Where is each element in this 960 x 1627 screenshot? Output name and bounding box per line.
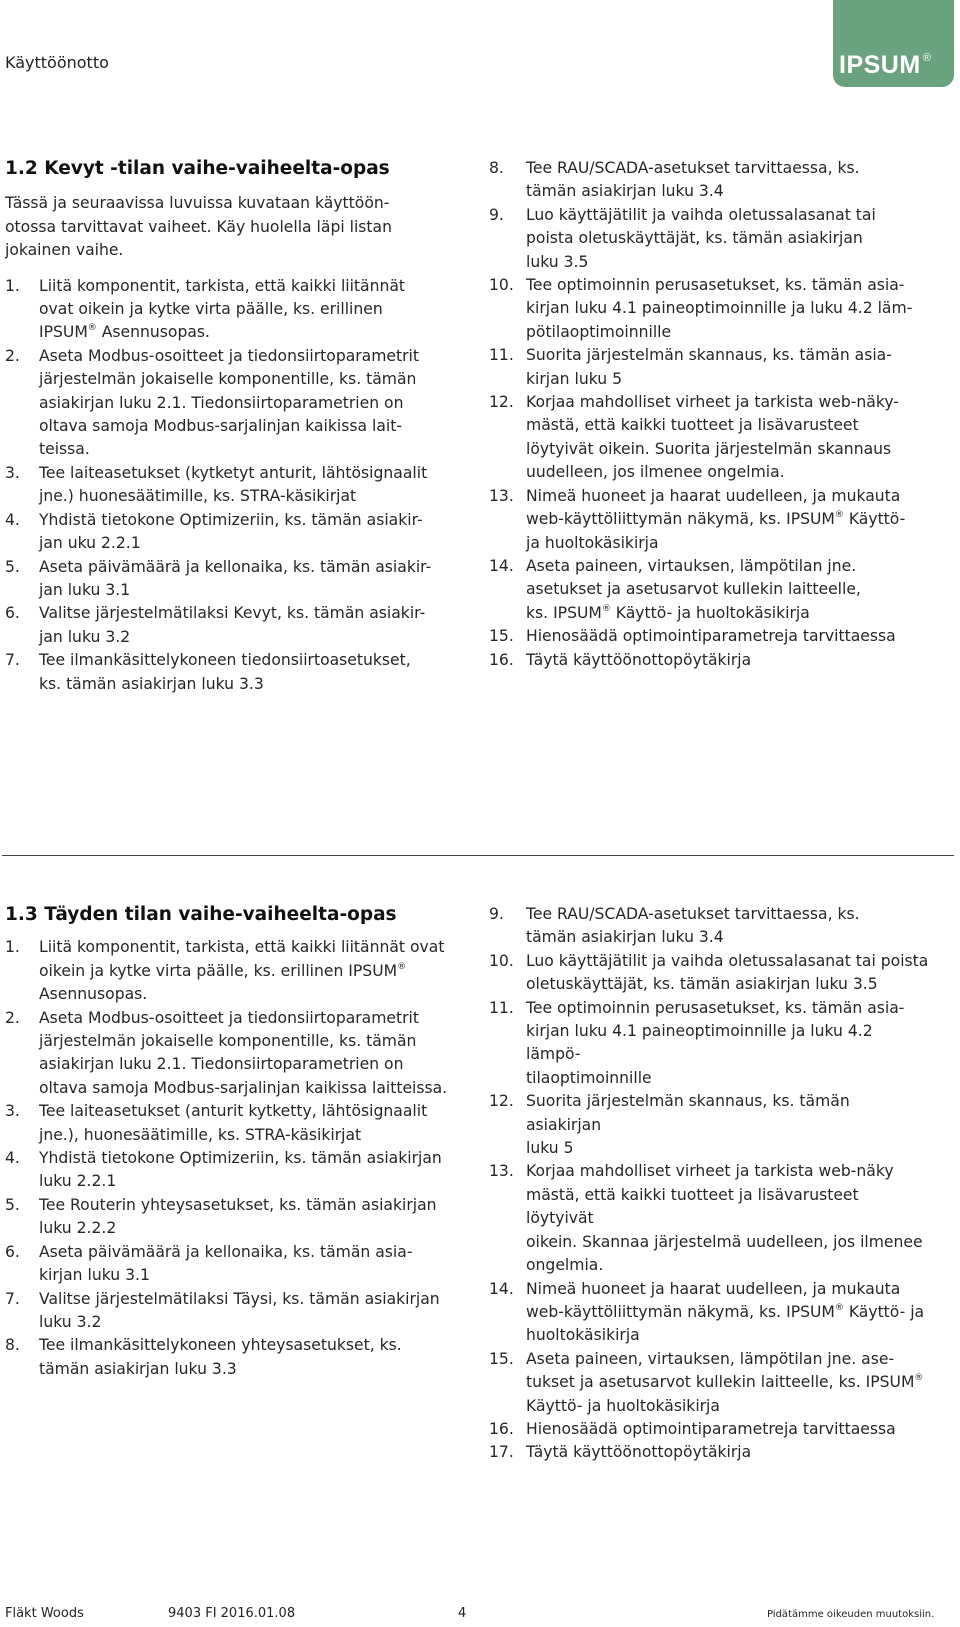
step-item <box>489 997 929 1091</box>
footer-company: Fläkt Woods <box>5 1606 84 1621</box>
step-text <box>526 344 929 391</box>
step-text <box>39 1334 450 1381</box>
step-item <box>489 274 929 344</box>
step-text-line: Tee ilmankäsittelykoneen tiedonsiirtoasetukset, <box>39 651 411 670</box>
step-text <box>39 1194 450 1241</box>
step-text-line: luku 3.5 <box>526 252 589 271</box>
step-text-line: oltava samoja Modbus-sarjalinjan kaikissa lait- <box>39 417 402 436</box>
step-text-line: Aseta paineen, virtauksen, lämpötilan jne. <box>526 556 857 575</box>
step-text <box>526 1278 929 1348</box>
intro-line: Tässä ja seuraavissa luvuissa kuvataan käyttöön- <box>5 194 390 213</box>
step-text-line: Tee laiteasetukset (kytketyt anturit, lähtösignaalit <box>39 463 428 482</box>
step-text-line: mästä, että kaikki tuotteet ja lisävarusteet löytyivät <box>526 1185 859 1228</box>
step-text-line: jne.), huonesäätimille, ks. STRA-käsikirjat <box>39 1125 362 1144</box>
step-text-line: oltava samoja Modbus-sarjalinjan kaikissa laitteissa. <box>39 1078 448 1097</box>
step-text-line: huoltokäsikirja <box>526 1326 640 1345</box>
step-number: 3. <box>5 1102 20 1121</box>
step-text-line: Nimeä huoneet ja haarat uudelleen, ja mukauta <box>526 1279 901 1298</box>
step-text <box>526 1418 929 1441</box>
step-text <box>526 157 929 204</box>
step-item <box>489 485 929 555</box>
step-text <box>526 950 929 997</box>
step-text-line: kirjan luku 3.1 <box>39 1266 150 1285</box>
step-text-line: kirjan luku 5 <box>526 369 623 388</box>
registered-mark: ® <box>922 52 932 64</box>
step-text <box>39 556 450 603</box>
step-text-line: web-käyttöliittymän näkymä, ks. IPSUM® Käyttö- <box>526 510 906 529</box>
step-text-line: poista oletuskäyttäjät, ks. tämän asiakirjan <box>526 229 863 248</box>
step-text <box>39 936 450 1006</box>
step-number: 7. <box>5 651 20 670</box>
step-item <box>5 1100 450 1147</box>
step-item <box>489 649 929 672</box>
step-text-line: Käyttö- ja huoltokäsikirja <box>526 1396 720 1415</box>
step-item <box>5 345 450 462</box>
step-number: 2. <box>5 1008 20 1027</box>
step-text <box>526 485 929 555</box>
step-item <box>489 1090 929 1160</box>
step-item <box>5 1147 450 1194</box>
step-text-line: asetukset ja asetusarvot kullekin laitteelle, <box>526 580 861 599</box>
step-text-line: oikein ja kytke virta päälle, ks. erillinen IPSUM® <box>39 961 407 980</box>
step-text <box>526 1441 929 1464</box>
step-number: 14. <box>489 1279 514 1298</box>
step-item <box>489 1441 929 1464</box>
step-text <box>39 1241 450 1288</box>
step-item <box>5 1334 450 1381</box>
step-number: 10. <box>489 951 514 970</box>
step-text-line: ks. tämän asiakirjan luku 3.3 <box>39 674 264 693</box>
step-text-line: Tee laiteasetukset (anturit kytketty, lähtösignaalit <box>39 1102 428 1121</box>
step-text <box>39 1100 450 1147</box>
step-text <box>39 275 450 345</box>
step-text-line: tilaoptimoinnille <box>526 1068 652 1087</box>
section-1-3-right-column <box>489 903 929 1465</box>
step-text-line: kirjan luku 4.1 paineoptimoinnille ja luku 4.2 lämpö- <box>526 1022 873 1064</box>
step-text <box>39 509 450 556</box>
step-text-line: Täytä käyttöönottopöytäkirja <box>526 1443 752 1462</box>
step-number: 16. <box>489 1419 514 1438</box>
step-text <box>526 1090 929 1160</box>
section-1-2-heading: 1.2 Kevyt -tilan vaihe-vaiheelta-opas <box>5 158 390 179</box>
step-text-line: Yhdistä tietokone Optimizeriin, ks. tämän asiakir- <box>39 510 423 529</box>
step-text-line: oikein. Skannaa järjestelmä uudelleen, jos ilmenee <box>526 1232 923 1251</box>
footer-doc-id: 9403 FI 2016.01.08 <box>168 1606 296 1621</box>
step-text <box>39 345 450 462</box>
step-text <box>39 1147 450 1194</box>
step-text <box>526 274 929 344</box>
section-1-2-left-column <box>5 157 450 696</box>
step-item <box>489 1160 929 1277</box>
step-text <box>526 391 929 485</box>
step-text-line: luku 2.2.1 <box>39 1172 117 1191</box>
step-number: 4. <box>5 510 20 529</box>
section-1-3-left-column <box>5 903 450 1381</box>
step-text-line: tämän asiakirjan luku 3.3 <box>39 1359 237 1378</box>
step-item <box>5 936 450 1006</box>
step-text-line: Asennusopas. <box>39 985 148 1004</box>
step-text-line: Suorita järjestelmän skannaus, ks. tämän asiakirjan <box>526 1092 850 1134</box>
step-text-line: Valitse järjestelmätilaksi Täysi, ks. tämän asiakirjan <box>39 1289 440 1308</box>
step-text-line: Aseta Modbus-osoitteet ja tiedonsiirtoparametrit <box>39 1008 419 1027</box>
step-text <box>526 997 929 1091</box>
intro-line: jokainen vaihe. <box>5 241 124 260</box>
step-number: 12. <box>489 393 514 412</box>
step-text-line: luku 2.2.2 <box>39 1219 117 1238</box>
page-section-title: Käyttöönotto <box>5 53 109 72</box>
step-text-line: Luo käyttäjätilit ja vaihda oletussalasanat tai poista <box>526 951 929 970</box>
step-text-line: IPSUM® Asennusopas. <box>39 323 210 342</box>
step-text-line: tämän asiakirjan luku 3.4 <box>526 928 724 947</box>
step-text-line: Tee optimoinnin perusasetukset, ks. tämän asia- <box>526 276 905 295</box>
step-number: 5. <box>5 1195 20 1214</box>
step-text-line: löytyivät oikein. Suorita järjestelmän skannaus <box>526 439 892 458</box>
step-text-line: Yhdistä tietokone Optimizeriin, ks. tämän asiakirjan <box>39 1149 442 1168</box>
step-item <box>5 602 450 649</box>
step-item <box>489 1348 929 1418</box>
step-number: 3. <box>5 463 20 482</box>
step-item <box>489 391 929 485</box>
step-text-line: jan luku 3.1 <box>39 580 131 599</box>
step-text <box>526 649 929 672</box>
step-text <box>526 204 929 274</box>
step-number: 9. <box>489 205 504 224</box>
step-item <box>5 1194 450 1241</box>
step-text-line: oletuskäyttäjät, ks. tämän asiakirjan luku 3.5 <box>526 975 878 994</box>
steps-list-1-3-right <box>489 903 929 1465</box>
step-number: 11. <box>489 998 514 1017</box>
step-text-line: Suorita järjestelmän skannaus, ks. tämän asia- <box>526 346 892 365</box>
step-text-line: Valitse järjestelmätilaksi Kevyt, ks. tämän asiakir- <box>39 604 426 623</box>
step-text <box>526 555 929 625</box>
step-number: 8. <box>5 1336 20 1355</box>
step-item <box>5 556 450 603</box>
step-item <box>5 1007 450 1101</box>
footer-page-number: 4 <box>458 1606 467 1621</box>
intro-line: otossa tarvittavat vaiheet. Käy huolella läpi listan <box>5 217 392 236</box>
step-item <box>489 625 929 648</box>
step-number: 14. <box>489 556 514 575</box>
footer-note: Pidätämme oikeuden muutoksiin. <box>767 1609 935 1620</box>
step-text-line: ongelmia. <box>526 1256 604 1275</box>
step-number: 10. <box>489 276 514 295</box>
step-number: 1. <box>5 938 20 957</box>
section-divider <box>2 855 954 856</box>
step-text-line: Luo käyttäjätilit ja vaihda oletussalasanat tai <box>526 205 876 224</box>
step-item <box>5 1241 450 1288</box>
step-number: 6. <box>5 1242 20 1261</box>
step-text <box>39 1288 450 1335</box>
step-text-line: asiakirjan luku 2.1. Tiedonsiirtoparametrien on <box>39 1055 404 1074</box>
step-number: 8. <box>489 159 504 177</box>
step-text <box>39 1007 450 1101</box>
steps-list-1-3-left <box>5 936 450 1381</box>
step-text-line: Tee Routerin yhteysasetukset, ks. tämän asiakirjan <box>39 1195 437 1214</box>
step-text <box>526 625 929 648</box>
step-text-line: Aseta päivämäärä ja kellonaika, ks. tämän asia- <box>39 1242 413 1261</box>
step-text-line: Liitä komponentit, tarkista, että kaikki liitännät ovat <box>39 938 445 957</box>
step-item <box>5 509 450 556</box>
step-text <box>526 1348 929 1418</box>
step-number: 16. <box>489 650 514 669</box>
step-item <box>5 462 450 509</box>
step-text-line: tämän asiakirjan luku 3.4 <box>526 182 724 201</box>
step-item <box>489 1278 929 1348</box>
step-text-line: Aseta Modbus-osoitteet ja tiedonsiirtoparametrit <box>39 346 419 365</box>
step-text <box>39 462 450 509</box>
step-text-line: Täytä käyttöönottopöytäkirja <box>526 650 752 669</box>
step-number: 5. <box>5 557 20 576</box>
step-text-line: Tee optimoinnin perusasetukset, ks. tämän asia- <box>526 998 905 1017</box>
step-text <box>526 903 929 950</box>
step-number: 13. <box>489 486 514 505</box>
step-item <box>5 275 450 345</box>
step-text-line: Korjaa mahdolliset virheet ja tarkista web-näky <box>526 1162 894 1181</box>
step-text-line: järjestelmän jokaiselle komponentille, ks. tämän <box>39 1032 417 1051</box>
ipsum-logo <box>833 0 954 87</box>
steps-list-1-2-right <box>489 157 929 672</box>
step-item <box>5 649 450 696</box>
step-item <box>489 344 929 391</box>
step-text-line: Liitä komponentit, tarkista, että kaikki liitännät <box>39 276 406 295</box>
step-number: 11. <box>489 346 514 365</box>
step-number: 9. <box>489 905 504 923</box>
step-text-line: Tee ilmankäsittelykoneen yhteysasetukset, ks. <box>39 1336 402 1355</box>
step-item <box>489 903 929 950</box>
step-item <box>489 1418 929 1441</box>
step-text-line: ja huoltokäsikirja <box>526 533 659 552</box>
step-text-line: web-käyttöliittymän näkymä, ks. IPSUM® Käyttö- ja <box>526 1302 925 1321</box>
step-number: 12. <box>489 1092 514 1111</box>
step-text <box>39 602 450 649</box>
step-number: 6. <box>5 604 20 623</box>
step-text-line: ks. IPSUM® Käyttö- ja huoltokäsikirja <box>526 603 810 622</box>
section-1-2-intro <box>5 192 450 262</box>
step-number: 2. <box>5 346 20 365</box>
step-text-line: Korjaa mahdolliset virheet ja tarkista web-näky- <box>526 393 899 412</box>
step-number: 4. <box>5 1149 20 1168</box>
step-text-line: uudelleen, jos ilmenee ongelmia. <box>526 463 785 482</box>
step-number: 17. <box>489 1443 514 1462</box>
step-text-line: Nimeä huoneet ja haarat uudelleen, ja mukauta <box>526 486 901 505</box>
step-text-line: jan uku 2.2.1 <box>39 534 141 553</box>
step-text-line: tukset ja asetusarvot kullekin laitteelle, ks. IPSUM® <box>526 1373 924 1392</box>
step-item <box>489 157 929 204</box>
step-text-line: luku 5 <box>526 1139 574 1158</box>
step-text-line: järjestelmän jokaiselle komponentille, ks. tämän <box>39 370 417 389</box>
step-text-line: luku 3.2 <box>39 1312 102 1331</box>
step-text <box>39 649 450 696</box>
step-item <box>489 204 929 274</box>
step-number: 15. <box>489 1349 514 1368</box>
step-text-line: Hienosäädä optimointiparametreja tarvittaessa <box>526 627 896 646</box>
step-number: 15. <box>489 627 514 646</box>
step-text-line: pötilaoptimoinnille <box>526 322 672 341</box>
step-text <box>526 1160 929 1277</box>
step-text-line: mästä, että kaikki tuotteet ja lisävarusteet <box>526 416 859 435</box>
step-text-line: kirjan luku 4.1 paineoptimoinnille ja luku 4.2 läm- <box>526 299 913 318</box>
step-item <box>5 1288 450 1335</box>
step-number: 7. <box>5 1289 20 1308</box>
step-text-line: jan luku 3.2 <box>39 627 131 646</box>
step-number: 13. <box>489 1162 514 1181</box>
steps-list-1-2-left <box>5 275 450 696</box>
step-item <box>489 950 929 997</box>
step-text-line: ovat oikein ja kytke virta päälle, ks. erillinen <box>39 300 383 319</box>
step-text-line: jne.) huonesäätimille, ks. STRA-käsikirjat <box>39 487 357 506</box>
step-text-line: Aseta paineen, virtauksen, lämpötilan jne. ase- <box>526 1349 895 1368</box>
step-text-line: asiakirjan luku 2.1. Tiedonsiirtoparametrien on <box>39 393 404 412</box>
section-1-2-right-column <box>489 157 929 672</box>
logo-text: IPSUM <box>839 51 921 79</box>
step-text-line: teissa. <box>39 440 90 459</box>
section-1-3-heading: 1.3 Täyden tilan vaihe-vaiheelta-opas <box>5 904 397 925</box>
step-text-line: Tee RAU/SCADA-asetukset tarvittaessa, ks. <box>526 905 860 923</box>
step-item <box>489 555 929 625</box>
step-text-line: Aseta päivämäärä ja kellonaika, ks. tämän asiakir- <box>39 557 432 576</box>
step-text-line: Tee RAU/SCADA-asetukset tarvittaessa, ks. <box>526 159 860 177</box>
step-text-line: Hienosäädä optimointiparametreja tarvittaessa <box>526 1419 896 1438</box>
step-number: 1. <box>5 276 20 295</box>
